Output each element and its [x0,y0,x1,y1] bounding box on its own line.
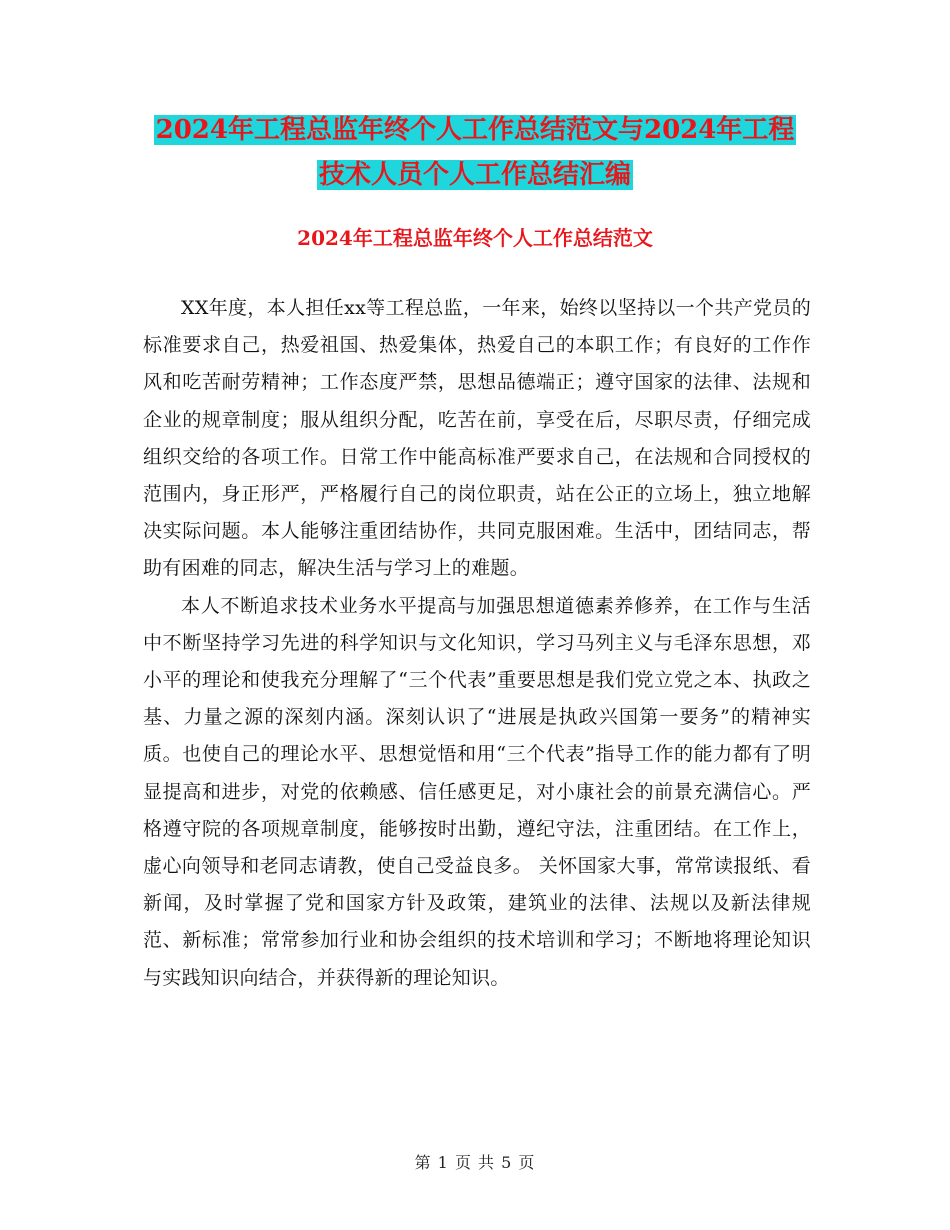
page-footer: 第 1 页 共 5 页 [414,1153,536,1172]
document-title-continued [0,156,950,194]
body-paragraph-2: 本人不断追求技术业务水平提高与加强思想道德素养修养，在工作与生活中不断坚持学习先进的科学知识与文化知识，学习马列主义与毛泽东思想，邓小平的理论和使我充分理解了“三个代表”重要思想是我们党立党之本、执政之基、力量之源的深刻内涵。深刻认识了“进展是执政兴国第一要务”的精神实质。也使自己的理论水平、思想觉悟和用“三个代表”指导工作的能力都有了明显提高和进步，对党的依赖感、信任感更足，对小康社会的前景充满信心。严格遵守院的各项规章制度，能够按时出勤，遵纪守法，注重团结。在工作上，虚心向领导和老同志请教，使自己受益良多。 关怀国家大事，常常读报纸、看新闻，及时掌握了党和国家方针及政策，建筑业的法律、法规以及新法律规范、新标准；常常参加行业和协会组织的技术培训和学习；不断地将理论知识与实践知识向结合，并获得新的理论知识。 [143,594,811,989]
document-title [0,111,950,149]
document-body [143,290,811,997]
body-paragraph-1: XX年度，本人担任xx等工程总监，一年来，始终以坚持以一个共产党员的标准要求自己，热爱祖国、热爱集体，热爱自己的本职工作；有良好的工作作风和吃苦耐劳精神；工作态度严禁，思想品德端正；遵守国家的法律、法规和企业的规章制度；服从组织分配，吃苦在前，享受在后，尽职尽责，仔细完成组织交给的各项工作。日常工作中能高标准严要求自己，在法规和合同授权的范围内，身正形严，严格履行自己的岗位职责，站在公正的立场上，独立地解决实际问题。本人能够注重团结协作，共同克服困难。生活中，团结同志，帮助有困难的同志，解决生活与学习上的难题。 [143,297,811,580]
section-title: 2024年工程总监年终个人工作总结范文 [297,226,653,250]
document-title-line-2: 技术人员个人工作总结汇编 [318,160,631,190]
document-title-line-1: 2024年工程总监年终个人工作总结范文与2024年工程 [155,115,795,145]
